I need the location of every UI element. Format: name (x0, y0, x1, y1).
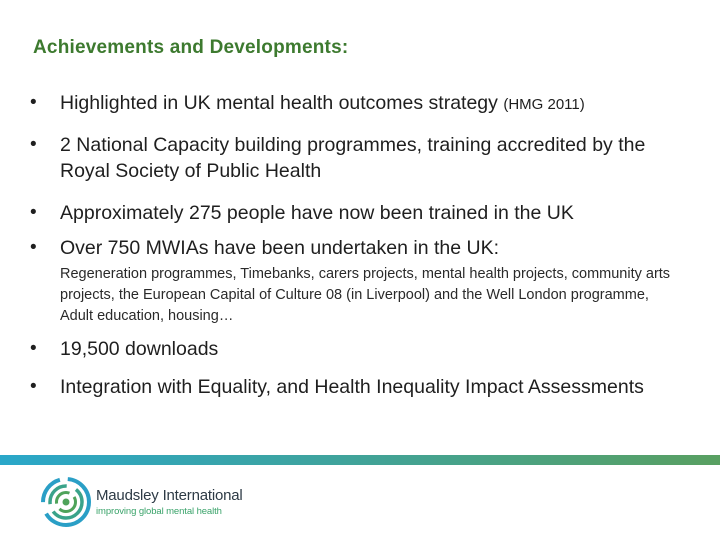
bullet-dot: • (30, 134, 37, 155)
bullet-dot: • (30, 237, 37, 258)
bullet-item (30, 132, 700, 184)
logo-tagline: improving global mental health (96, 506, 222, 517)
bullet-item (30, 374, 700, 400)
bullet-note: (HMG 2011) (503, 96, 585, 113)
bullet-item (30, 90, 700, 118)
bullet-text: Highlighted in UK mental health outcomes strategy (60, 92, 498, 114)
footer-gradient-bar (0, 455, 720, 465)
bullet-item (30, 336, 700, 362)
bullet-item (30, 200, 700, 226)
bullet-item (30, 235, 700, 261)
bullet-text: Integration with Equality, and Health Inequality Impact Assessments (60, 376, 644, 398)
bullet-text: Over 750 MWIAs have been undertaken in the UK: (60, 237, 499, 259)
slide-title: Achievements and Developments: (33, 37, 349, 58)
bullet-text: Approximately 275 people have now been trained in the UK (60, 202, 574, 224)
bullet-dot: • (30, 202, 37, 223)
bullet-dot: • (30, 338, 37, 359)
bullet-text: 19,500 downloads (60, 338, 219, 360)
bullet-dot: • (30, 92, 37, 113)
logo-name: Maudsley International (96, 487, 243, 504)
maudsley-logo-icon (40, 476, 92, 528)
mwia-examples-text: Regeneration programmes, Timebanks, carers projects, mental health projects, community arts projects, the European Capital of Culture 08 (in Liverpool) and the Well London programme, Adult education, housing… (60, 266, 671, 324)
bullet-text: 2 National Capacity building programmes, training accredited by the Royal Society of Public Health (60, 134, 646, 182)
bullet-dot: • (30, 376, 37, 397)
